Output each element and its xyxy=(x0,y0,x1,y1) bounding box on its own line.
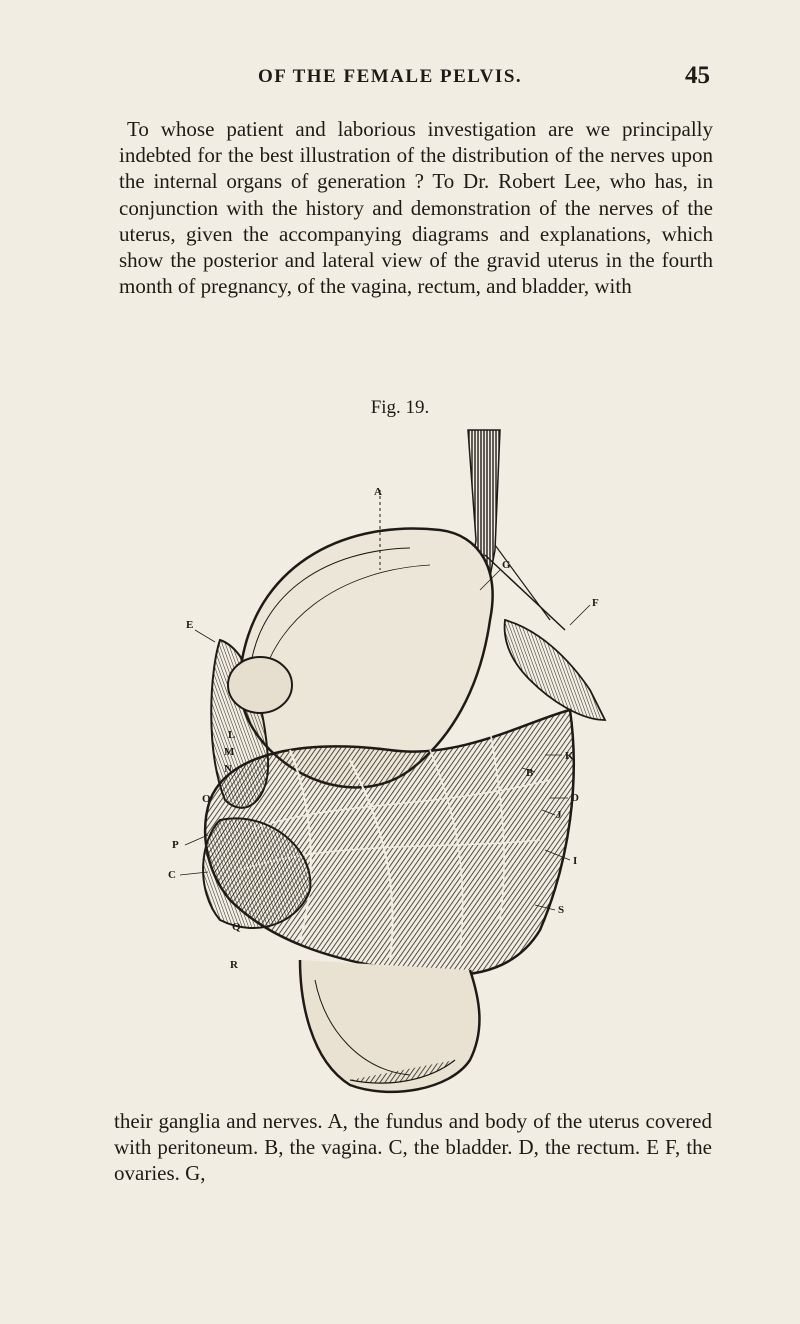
page-number: 45 xyxy=(685,62,710,89)
label-R: R xyxy=(230,959,238,971)
paragraph-top: To whose patient and laborious investigation are we principally indebted for the best illustration of the distribution of the nerves upon the internal organs of generation ? To Dr. Robert Lee, who has, in conjunction with the history and demonstration of the nerves of the uterus, given the accompanying diagrams and explanations, which show the posterior and lateral view of the gravid uterus in the fourth month of pregnancy, of the vagina, rectum, and bladder, with xyxy=(119,117,713,299)
label-A: A xyxy=(374,486,382,498)
running-head xyxy=(258,62,710,94)
label-D: D xyxy=(571,792,579,804)
label-N: N xyxy=(224,763,232,775)
label-Q: Q xyxy=(232,921,241,933)
rectum xyxy=(300,960,479,1092)
paragraph-bottom: their ganglia and nerves. A, the fundus and body of the uterus covered with peritoneum. B, the vagina. C, the bladder. D, the rectum. E F, the ovaries. G, xyxy=(114,1109,712,1186)
ovary-right xyxy=(505,620,605,720)
label-E: E xyxy=(186,619,194,631)
label-O: O xyxy=(202,793,211,805)
ovary-left-body xyxy=(228,657,292,713)
running-title: OF THE FEMALE PELVIS. xyxy=(258,66,523,87)
label-S: S xyxy=(558,904,565,916)
label-M: M xyxy=(224,746,235,758)
pelvis-illustration xyxy=(150,420,670,1100)
label-K: K xyxy=(565,750,574,762)
label-L: L xyxy=(228,729,236,741)
label-F: F xyxy=(592,597,599,609)
figure-caption: Fig. 19. xyxy=(370,397,430,418)
label-I: I xyxy=(573,855,578,867)
label-C: C xyxy=(168,869,176,881)
label-P: P xyxy=(172,839,179,851)
anatomical-figure xyxy=(150,420,670,1100)
label-J: J xyxy=(556,809,562,821)
label-G: G xyxy=(502,559,511,571)
label-B: B xyxy=(526,767,534,779)
